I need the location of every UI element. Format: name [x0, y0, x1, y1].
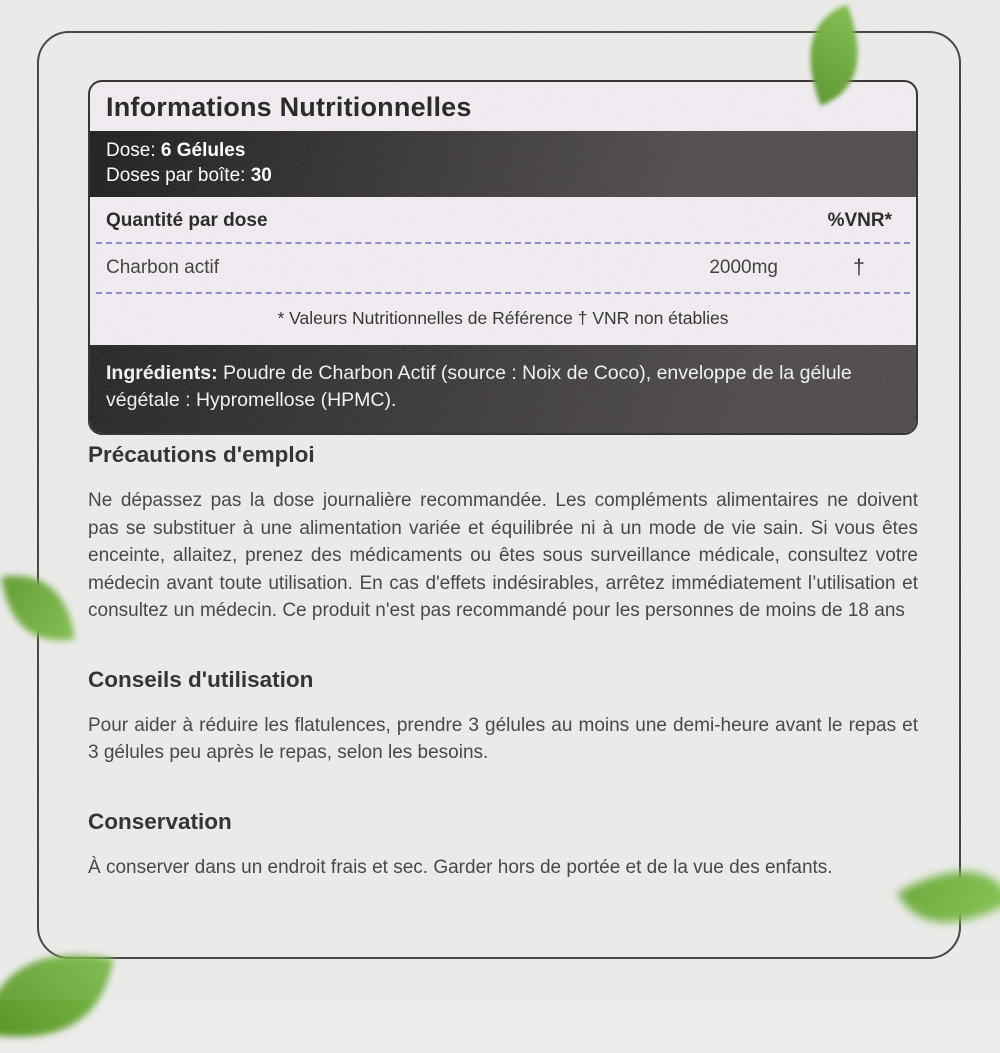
dose-value: 6 Gélules [160, 140, 246, 161]
ingredients-label: Ingrédients: [106, 362, 218, 384]
section-precautions [88, 442, 918, 625]
ingredients-block [90, 345, 916, 433]
table-row [90, 244, 916, 292]
facts-header-vnr: %VNR* [827, 210, 892, 231]
nutrient-name: Charbon actif [106, 257, 220, 278]
section-body: À conserver dans un endroit frais et sec. Garder hors de portée et de la vue des enfants. [88, 856, 833, 878]
nutrient-vnr-dagger: † [853, 256, 865, 279]
section-conseils [88, 667, 918, 767]
section-body: Pour aider à réduire les flatulences, prendre 3 gélules au moins une demi-heure avant le repas et 3 gélules peu après le repas, selon les besoins. [88, 714, 918, 763]
doses-per-box-line [106, 163, 900, 188]
ingredients-text: Poudre de Charbon Actif (source : Noix de Coco), enveloppe de la gélule végétale : Hypromellose (HPMC). [106, 362, 852, 411]
label-title: Informations Nutritionnelles [106, 92, 472, 122]
dose-banner [90, 131, 916, 197]
doses-per-box-value: 30 [250, 165, 272, 186]
section-conservation [88, 809, 918, 882]
dose-line [106, 138, 900, 163]
facts-header-quantity: Quantité par dose [106, 210, 268, 231]
section-heading: Conservation [88, 808, 232, 834]
dose-label: Dose: [106, 140, 161, 161]
section-heading: Conseils d'utilisation [88, 666, 314, 692]
doses-per-box-label: Doses par boîte: [106, 165, 251, 186]
nutrient-amount: 2000mg [709, 257, 778, 278]
info-sections [88, 442, 918, 881]
nutrition-label [88, 80, 918, 435]
section-body: Ne dépassez pas la dose journalière recommandée. Les compléments alimentaires ne doivent pas se substituer à une alimentation variée et équilibrée ni à un mode de vie sain. Si vous êtes enceinte, allaitez, prenez des médicaments ou êtes sous surveillance médicale, consultez votre médecin avant toute utilisation. En cas d'effets indésirables, arrêtez immédiatement l’utilisation et consultez un médecin. Ce produit n'est pas recommandé pour les personnes de moins de 18 ans [88, 490, 918, 621]
facts-footnote: * Valeurs Nutritionnelles de Référence † VNR non établies [277, 308, 729, 328]
section-heading: Précautions d'emploi [88, 442, 315, 467]
facts-header-row [90, 197, 916, 242]
